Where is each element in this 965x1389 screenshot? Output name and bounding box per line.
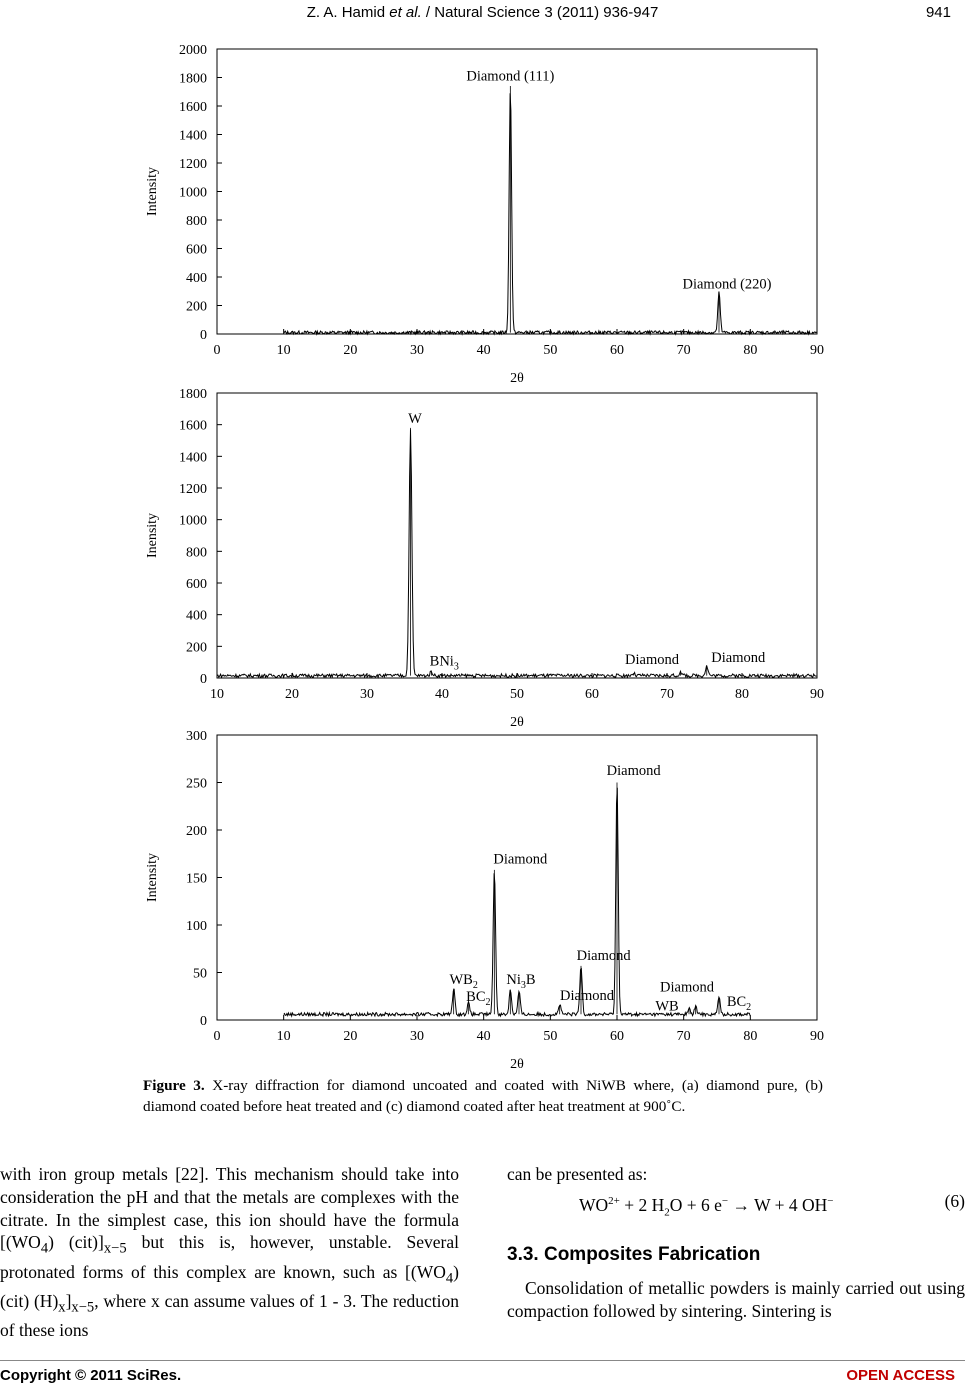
y-tick-label: 200	[186, 299, 207, 315]
y-tick-label: 0	[200, 1014, 207, 1029]
y-tick-label: 200	[186, 824, 207, 839]
running-header	[0, 4, 965, 24]
figure-label: Figure 3.	[143, 1077, 205, 1094]
x-tick-label: 90	[810, 1029, 824, 1044]
x-tick-label: 80	[735, 687, 749, 702]
y-tick-label: 400	[186, 608, 207, 624]
x-tick-label: 80	[743, 343, 758, 358]
y-tick-label: 200	[186, 640, 207, 656]
y-tick-label: 1600	[179, 100, 207, 115]
figure-caption	[143, 1075, 823, 1117]
x-tick-label: 50	[510, 687, 524, 702]
page-number: 941	[925, 4, 951, 21]
x-tick-label: 20	[343, 343, 358, 358]
x-tick-label: 20	[285, 687, 299, 702]
x-tick-label: 60	[610, 343, 624, 358]
peak-label: Diamond (220)	[682, 276, 772, 293]
y-tick-label: 800	[186, 214, 207, 229]
peak-label: Diamond	[660, 979, 714, 996]
x-tick-label: 90	[810, 343, 824, 358]
x-tick-label: 10	[210, 687, 224, 702]
y-tick-label: 1800	[179, 387, 207, 402]
x-tick-label: 30	[410, 1029, 424, 1044]
x-tick-label: 10	[276, 343, 291, 358]
x-tick-label: 0	[213, 1029, 221, 1044]
figure-caption-text: X-ray diffraction for diamond uncoated and coated with NiWB where, (a) diamond pure, (b) diamond coated before heat treated and (c) diamond coated after heat treatment at 900˚C.	[143, 1077, 823, 1115]
y-tick-label: 1200	[179, 157, 207, 172]
peak-label: $Ni_3B$	[506, 971, 536, 991]
x-tick-label: 20	[343, 1029, 358, 1044]
y-tick-label: 1000	[179, 185, 207, 201]
peak-label: $BC_2$	[726, 993, 752, 1013]
x-tick-label: 60	[610, 1029, 624, 1044]
x-axis-label: 2θ	[510, 371, 524, 386]
y-tick-label: 0	[200, 328, 207, 343]
y-tick-label: 1600	[179, 418, 207, 434]
y-tick-label: 250	[186, 776, 207, 792]
y-axis-label: Intensity	[145, 853, 160, 902]
diffraction-trace	[217, 430, 816, 678]
x-tick-label: 50	[543, 1029, 558, 1044]
x-axis-label: 2θ	[510, 715, 524, 730]
peak-label: Diamond	[576, 948, 631, 965]
y-axis-label: Intensity	[145, 167, 160, 216]
y-tick-label: 400	[186, 271, 207, 286]
peak-label: W	[408, 411, 422, 428]
x-tick-label: 30	[410, 343, 424, 358]
y-tick-label: 1200	[179, 482, 207, 497]
diffraction-trace	[284, 93, 817, 334]
peak-label: Diamond	[711, 650, 766, 667]
peak-label: Diamond	[606, 762, 661, 779]
peak-label: Diamond (111)	[466, 68, 555, 85]
y-tick-label: 300	[186, 729, 207, 744]
peak-label: Diamond	[560, 988, 614, 1005]
y-tick-label: 600	[186, 242, 207, 258]
body-column-left: with iron group metals [22]. This mechanism should take into consideration the pH and that the metals are complexes with the citrate. In the simplest case, this ion should have the formula [$(WO_4)$ $(cit)]_{x-5}$ but this is, however, unstable. Several protonated forms of this complex are known, such as [$(WO_4)$ (cit) $(H)_x]_{x-5}$, where x can assume values of 1 - 3. The reduction of these ions	[0, 1164, 459, 1341]
equation-6	[507, 1190, 965, 1224]
peak-label: Diamond	[493, 851, 548, 868]
x-tick-label: 90	[810, 687, 824, 702]
plot-frame	[217, 393, 817, 678]
running-head-text: Z. A. Hamid et al. / Natural Science 3 (2011) 936-947	[306, 4, 659, 21]
open-access-label: OPEN ACCESS	[846, 1367, 955, 1384]
xrd-chart-c	[142, 730, 822, 1070]
x-axis-label: 2θ	[510, 1057, 524, 1072]
x-tick-label: 40	[435, 687, 449, 702]
body-column-right	[507, 1163, 965, 1322]
body-paragraph: Consolidation of metallic powders is mainly carried out using compaction followed by sintering. Sintering is	[507, 1277, 965, 1321]
section-heading: 3.3. Composites Fabrication	[507, 1243, 761, 1265]
x-tick-label: 0	[213, 343, 221, 358]
peak-label: Diamond	[625, 651, 679, 668]
x-tick-label: 40	[476, 1029, 491, 1044]
y-tick-label: 1800	[179, 71, 207, 87]
footer-rule	[0, 1360, 965, 1361]
xrd-chart-b-svg	[142, 388, 822, 728]
xrd-chart-b	[142, 388, 822, 728]
xrd-chart-c-svg	[142, 730, 822, 1070]
y-tick-label: 150	[186, 871, 207, 887]
copyright-text: Copyright © 2011 SciRes.	[0, 1367, 182, 1384]
peak-label: $WB_2$	[449, 971, 478, 991]
x-tick-label: 50	[543, 343, 558, 358]
x-tick-label: 70	[676, 1029, 691, 1044]
equation-intro: can be presented as:	[507, 1164, 648, 1184]
x-tick-label: 80	[743, 1029, 758, 1044]
x-tick-label: 40	[476, 343, 491, 358]
y-tick-label: 1000	[179, 513, 207, 529]
equation-body: $WO^{2+} + 2$ $H_2O + 6$ e− → W + 4 OH−	[579, 1194, 834, 1219]
xrd-chart-a	[142, 44, 822, 384]
y-axis-label: Inensity	[145, 512, 160, 559]
equation-number: (6)	[944, 1190, 965, 1211]
y-tick-label: 2000	[179, 43, 207, 58]
page-footer	[0, 1367, 965, 1387]
y-tick-label: 0	[200, 672, 207, 687]
x-tick-label: 70	[660, 687, 674, 702]
y-tick-label: 1400	[179, 450, 207, 466]
x-tick-label: 30	[360, 687, 374, 702]
x-tick-label: 10	[276, 1029, 291, 1044]
peak-label: WB	[655, 998, 679, 1015]
x-tick-label: 60	[585, 687, 599, 702]
peak-label: $BC_2$	[466, 989, 491, 1008]
y-tick-label: 1400	[179, 128, 207, 144]
y-tick-label: 50	[193, 966, 207, 982]
y-tick-label: 600	[186, 577, 207, 592]
xrd-chart-a-svg	[142, 44, 822, 384]
peak-label: BNi$_3$	[429, 653, 459, 673]
x-tick-label: 70	[676, 343, 691, 358]
y-tick-label: 800	[186, 545, 207, 561]
y-tick-label: 100	[186, 919, 207, 934]
